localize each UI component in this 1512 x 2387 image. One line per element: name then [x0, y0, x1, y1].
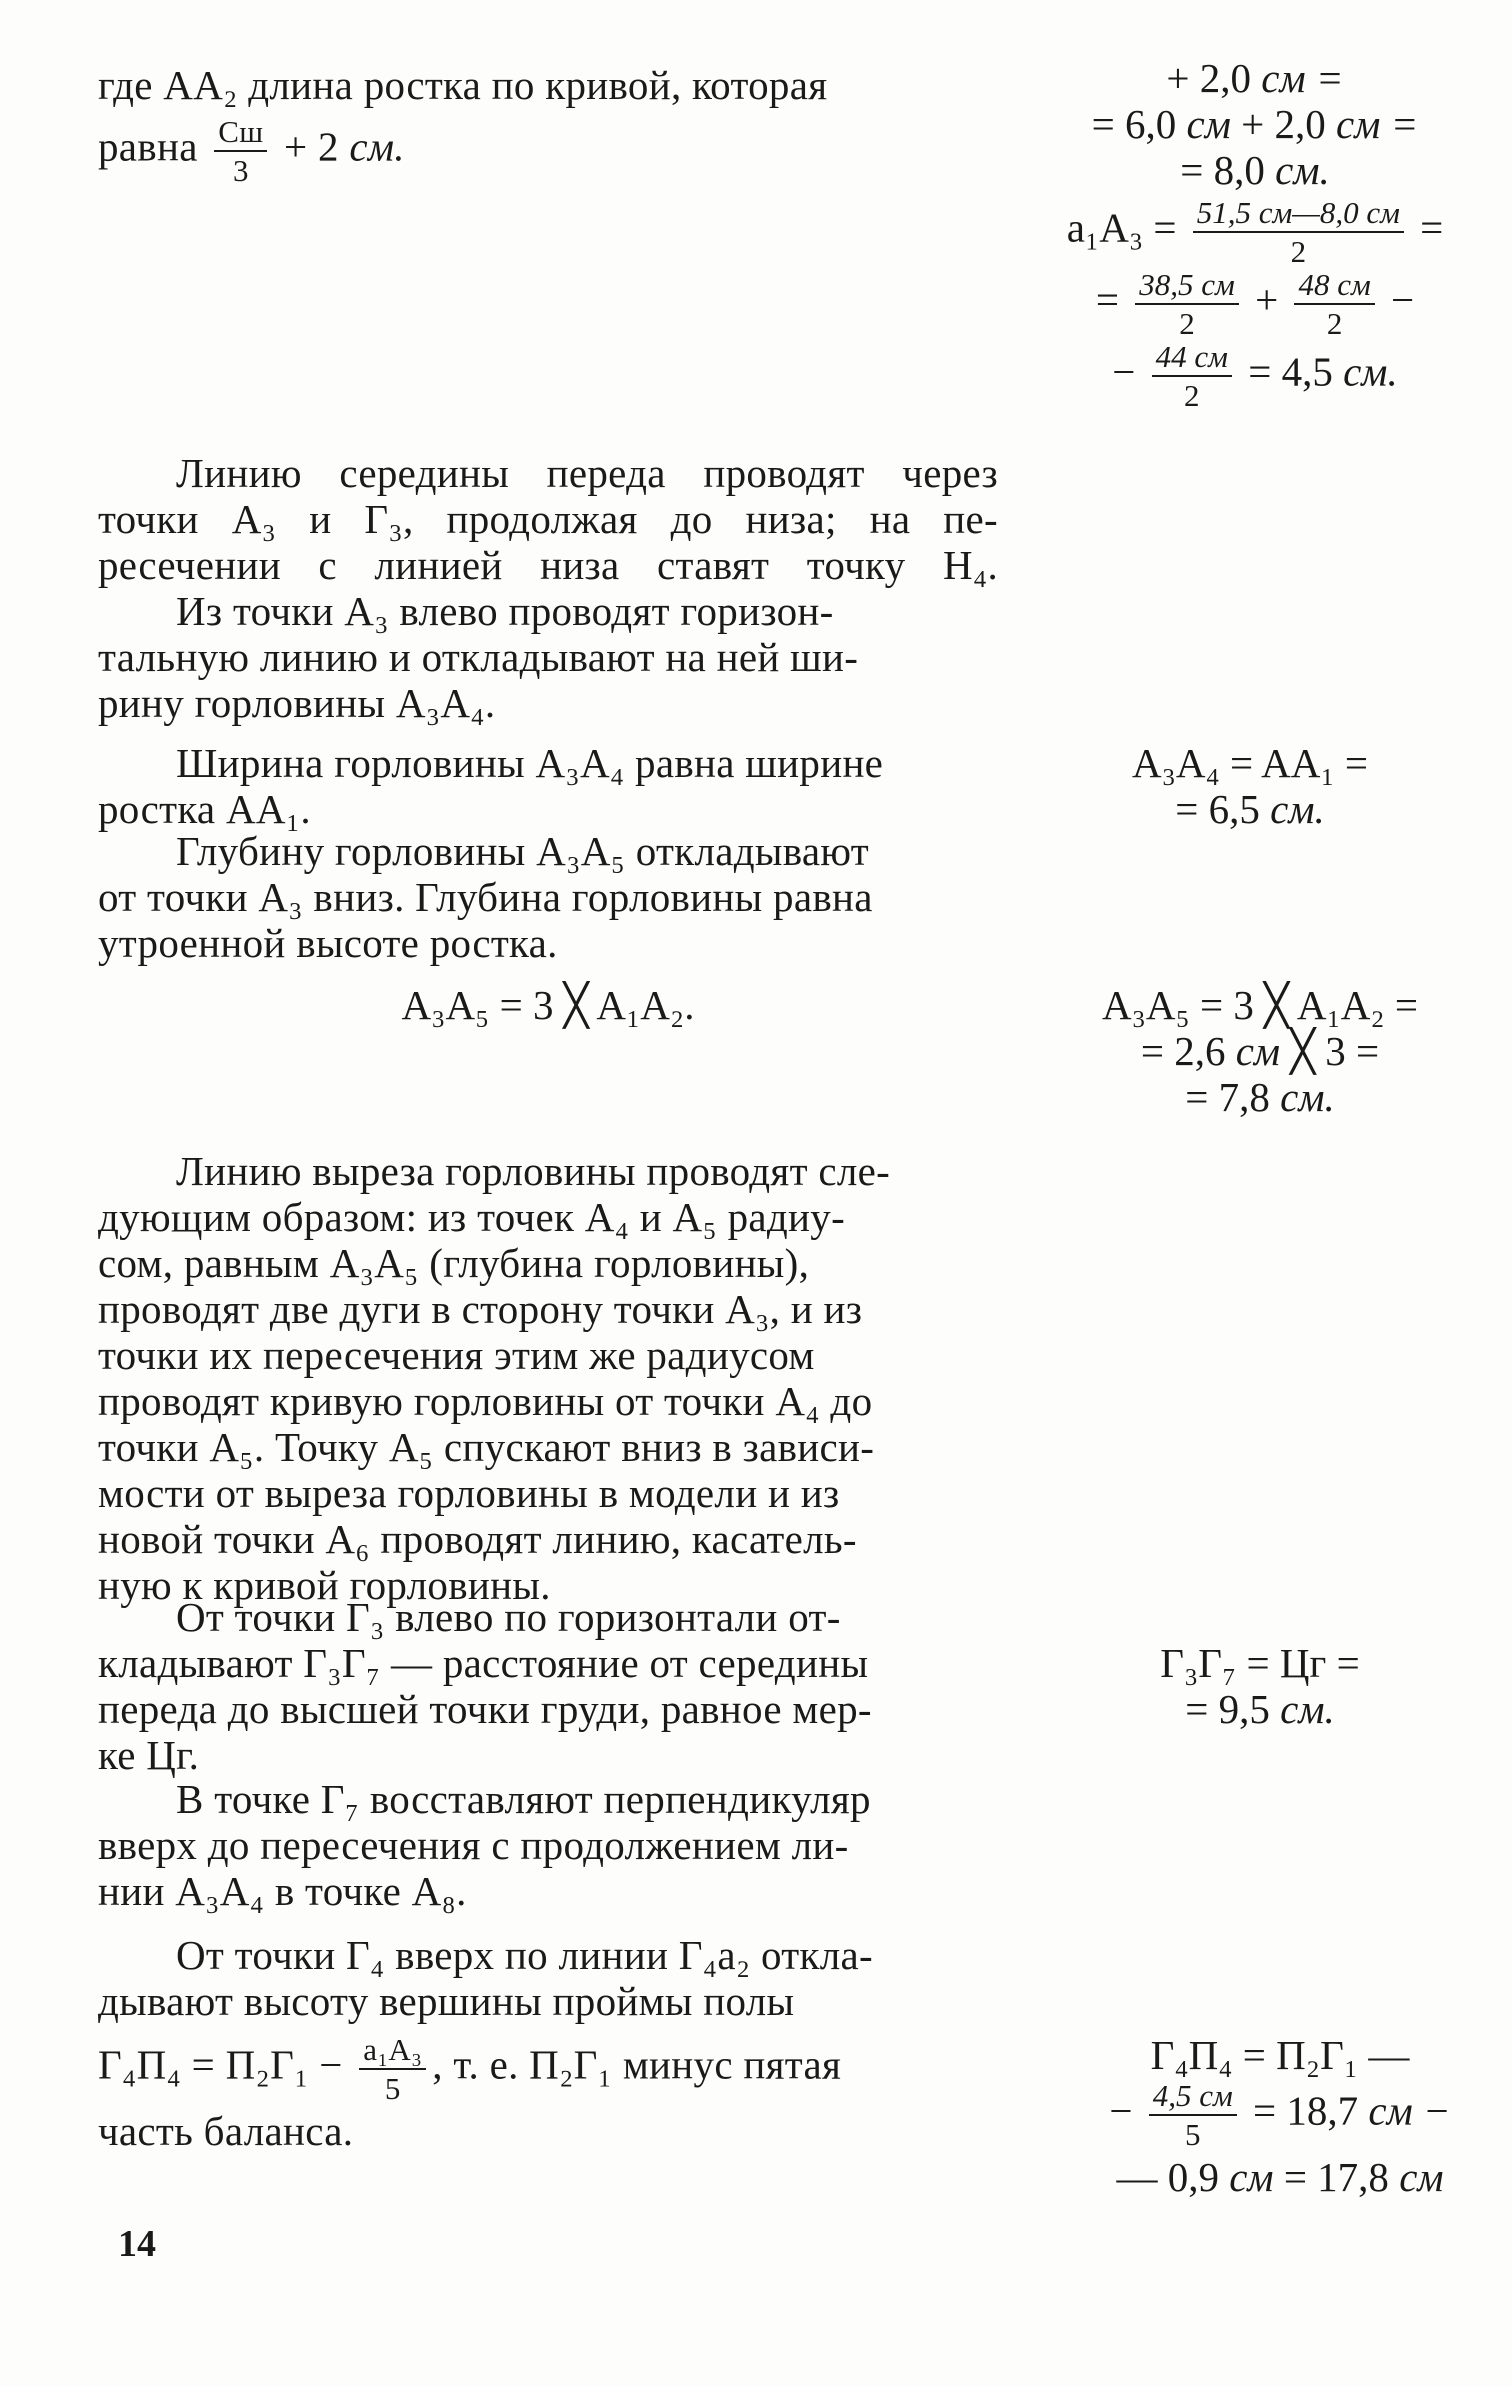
- text-line: Линию выреза горловины проводят сле-: [176, 1148, 891, 1194]
- text-line: Линию середины переда проводят через: [176, 450, 998, 496]
- text-line: Г₄П₄ = П₂Г₁ − $\frac{\text{a₁A₃}}{5}$ , т. е. П₂Г₁ минус пятая: [98, 2032, 842, 2106]
- text-line: тальную линию и откладывают на ней ши-: [98, 634, 859, 680]
- text-line: переда до высшей точки груди, равное мер-: [98, 1686, 872, 1732]
- paragraph-armhole-height: [98, 1932, 998, 2154]
- margin-calc-armhole-height: Г₄П₄ = П₂Г₁ — − $\frac{4,5 см}{5}$ = 18,7 см − — 0,9 см = 17,8 см: [1109, 2032, 1451, 2200]
- fraction: $\frac{\text{a₁A₃}}{5}$: [359, 2034, 426, 2104]
- text-line: утроенной высоте ростка.: [98, 920, 558, 966]
- text-line: проводят кривую горловины от точки A₄ до: [98, 1378, 873, 1424]
- paragraph-neck-depth: [98, 828, 998, 966]
- paragraph-sprout-length: [98, 62, 998, 186]
- paragraph-neck-width-equal: [98, 740, 998, 832]
- fraction: $\frac{38,5 см}{2}$: [1135, 269, 1239, 339]
- fraction: $\frac{51,5 см—8,0 см}{2}$: [1193, 197, 1404, 267]
- text-line: рину горловины A₃A₄.: [98, 680, 496, 726]
- text-line: часть баланса.: [98, 2108, 354, 2154]
- text-line: Из точки A₃ влево проводят горизон-: [176, 588, 834, 634]
- margin-calc-bust-point: Г₃Г₇ = Цг = = 9,5 см.: [1160, 1640, 1360, 1732]
- text-line: дывают высоту вершины проймы полы: [98, 1978, 795, 2024]
- text-line: новой точки A₆ проводят линию, касатель-: [98, 1516, 857, 1562]
- text-line: ке Цг.: [98, 1732, 200, 1778]
- text-line: равна $\frac{Сш}{3}$ + 2 см.: [98, 114, 405, 188]
- text-line: нии A₃A₄ в точке A₈.: [98, 1868, 467, 1914]
- margin-calc-sprout: + 2,0 см = = 6,0 см + 2,0 см = = 8,0 см. a₁A₃ = $\frac{51,5 см—8,0 см}{2}$ = = $\frac{38,5 см}{2}$ + $\frac{48 см}{2}$ − − $\frac{44 см}{2}$ = 4,5 см.: [1066, 55, 1444, 413]
- fraction: $\frac{Сш}{3}$: [214, 116, 267, 186]
- text-line: сом, равным A₃A₅ (глубина горловины),: [98, 1240, 810, 1286]
- text-line: Ширина горловины A₃A₄ равна ширине: [176, 740, 884, 786]
- page-number: 14: [118, 2223, 156, 2265]
- text-line: точки их пересечения этим же радиусом: [98, 1332, 815, 1378]
- formula-neck-depth: A₃A₅ = 3 ╳ A₁A₂.: [401, 982, 695, 1028]
- paragraph-neck-width: [98, 588, 998, 726]
- text-line: От точки Г₄ вверх по линии Г₄a₂ откла-: [176, 1932, 873, 1978]
- text-line: точки A₃ и Г₃, продолжая до низа; на пе-: [98, 496, 998, 542]
- paragraph-neckline-curve: [98, 1148, 998, 1608]
- paragraph-front-center-line: [98, 450, 998, 588]
- text-line: кладывают Г₃Г₇ — расстояние от середины: [98, 1640, 869, 1686]
- text-line: В точке Г₇ восставляют перпендикуляр: [176, 1776, 871, 1822]
- margin-calc-neck-depth: A₃A₅ = 3 ╳ A₁A₂ = = 2,6 см ╳ 3 = = 7,8 см.: [1101, 982, 1419, 1120]
- paragraph-perpendicular: [98, 1776, 998, 1914]
- text-line: ресечении с линией низа ставят точку Н₄.: [98, 542, 998, 588]
- fraction: $\frac{44 см}{2}$: [1152, 341, 1232, 411]
- text-line: точки A₅. Точку A₅ спускают вниз в зависи-: [98, 1424, 875, 1470]
- fraction: $\frac{4,5 см}{5}$: [1149, 2080, 1237, 2150]
- text-line: ростка AA₁.: [98, 786, 311, 832]
- text-line: вверх до пересечения с продолжением ли-: [98, 1822, 849, 1868]
- text-line: ную к кривой горловины.: [98, 1562, 551, 1608]
- text-line: мости от выреза горловины в модели и из: [98, 1470, 840, 1516]
- margin-calc-neck-width: A₃A₄ = AA₁ = = 6,5 см.: [1131, 740, 1369, 832]
- text-line: дующим образом: из точек A₄ и A₅ радиу-: [98, 1194, 846, 1240]
- fraction: $\frac{48 см}{2}$: [1294, 269, 1374, 339]
- text-line: проводят две дуги в сторону точки A₃, и из: [98, 1286, 863, 1332]
- paragraph-bust-point: [98, 1594, 998, 1778]
- text-line: От точки Г₃ влево по горизонтали от-: [176, 1594, 841, 1640]
- text-line: где AA₂ длина ростка по кривой, которая: [98, 62, 828, 108]
- text-line: Глубину горловины A₃A₅ откладывают: [176, 828, 869, 874]
- text-line: от точки A₃ вниз. Глубина горловины равна: [98, 874, 873, 920]
